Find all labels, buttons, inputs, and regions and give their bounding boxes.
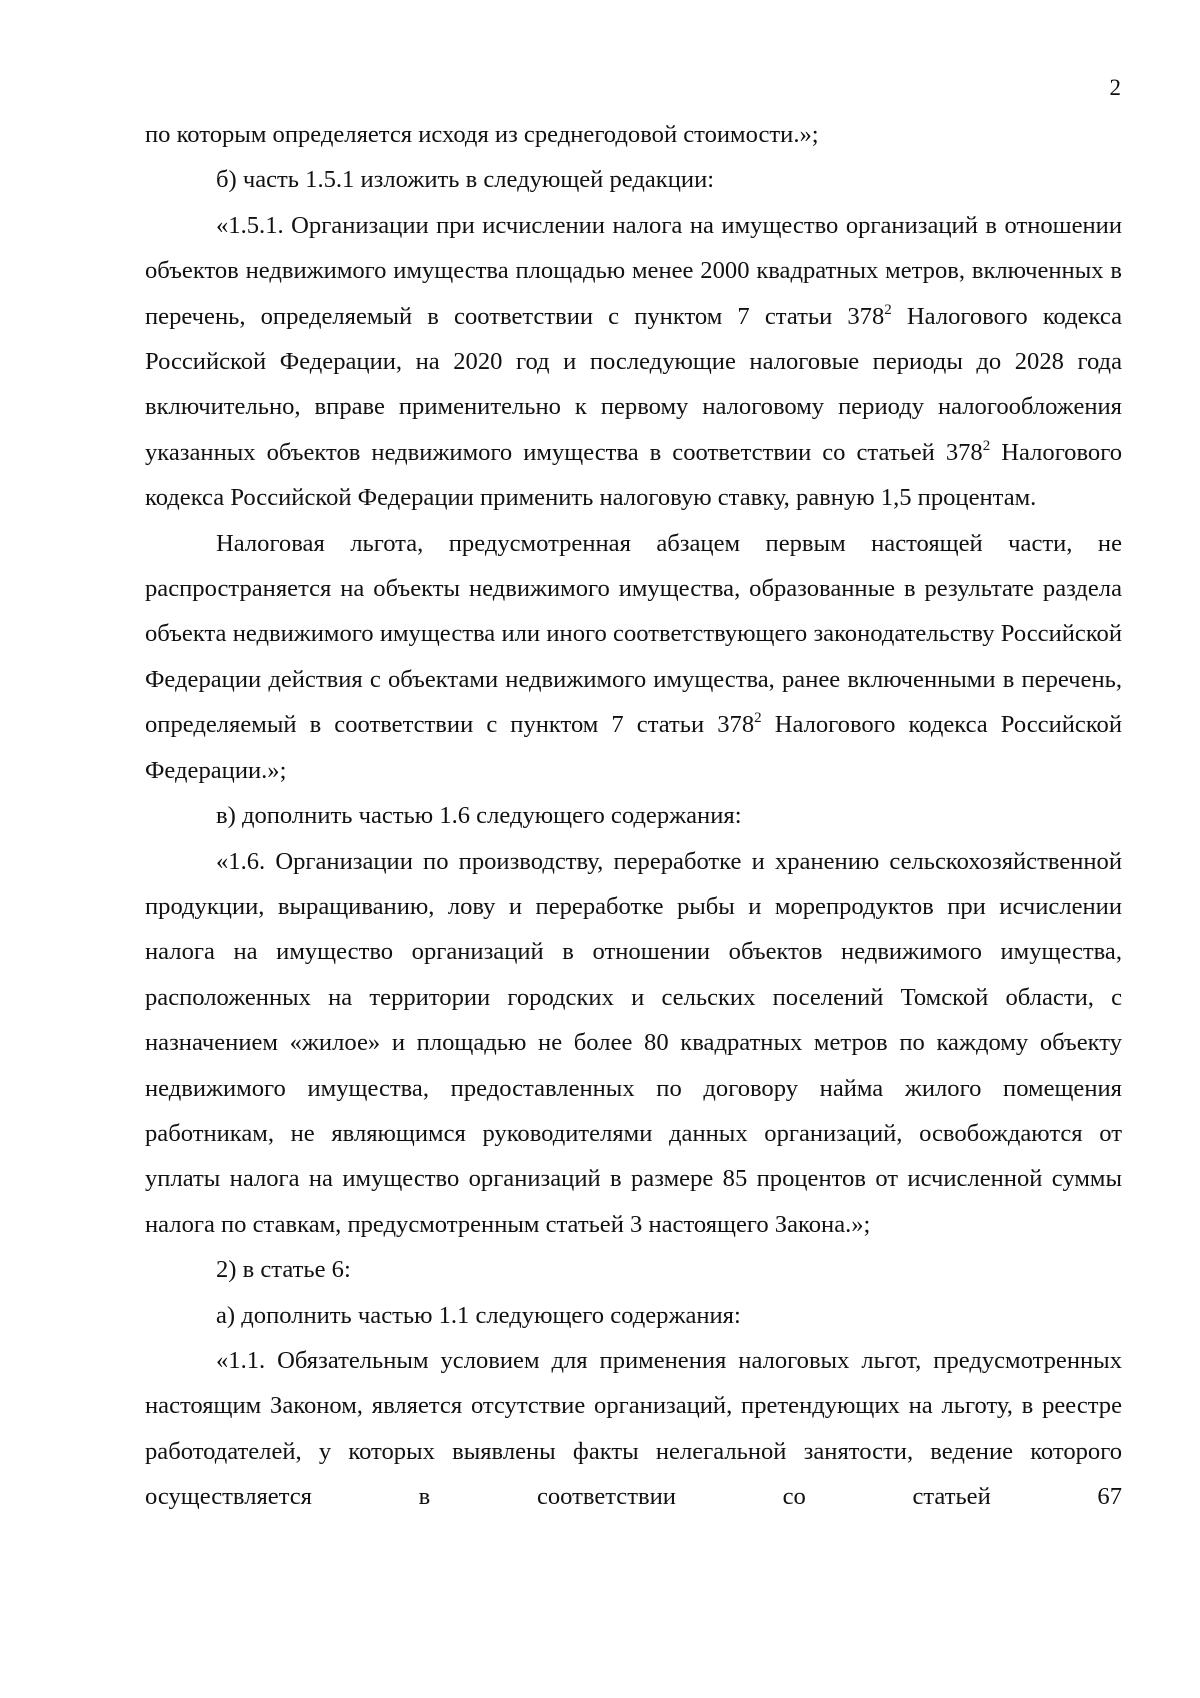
- paragraph-continuation: по которым определяется исходя из среднегодовой стоимости.»;: [145, 121, 819, 148]
- superscript: 2: [884, 301, 892, 318]
- paragraph-1-1: «1.1. Обязательным условием для применения налоговых льгот, предусмотренных настоящим Законом, является отсутствие организаций, претендующих на льготу, в реестре работодателей, у которых выявлены факты нелегальной занятости, ведение которого осуществляется в соответствии со статьей 67: [145, 1346, 1122, 1511]
- paragraph-item-b: б) часть 1.5.1 изложить в следующей редакции:: [216, 166, 715, 194]
- paragraph-item-v: в) дополнить частью 1.6 следующего содержания:: [216, 802, 742, 830]
- paragraph-text: Налогового кодекса Российской Федерации, на 2020 год и последующие налоговые периоды до 2028 года включительно, вправе применительно к первому налоговому периоду налогообложения указанных объектов недвижимого имущества в соответствии со статьей 378: [145, 302, 1123, 466]
- page-number: 2: [1109, 75, 1121, 100]
- paragraph-text: Налогового кодекса Российской Федерации применить налоговую ставку, равную 1,5 процентам.: [145, 438, 1122, 512]
- paragraph-text: Налоговая льгота, предусмотренная абзацем первым настоящей части, не распространяется на объекты недвижимого имущества, образованные в результате раздела объекта недвижимого имущества или иного соответствующего законодательству Российской Федерации действия с объектами недвижимого имущества, ранее включенными в перечень, определяемый в соответствии с пунктом 7 статьи 378: [145, 529, 1122, 739]
- paragraph-tax-benefit: [145, 521, 1122, 793]
- superscript: 2: [754, 710, 762, 727]
- paragraph-item-a: а) дополнить частью 1.1 следующего содержания:: [216, 1301, 741, 1329]
- paragraph-1-6: «1.6. Организации по производству, переработке и хранению сельскохозяйственной продукции, выращиванию, лову и переработке рыбы и морепродуктов при исчислении налога на имущество организаций в отношении объектов недвижимого имущества, расположенных на территории городских и сельских поселений Томской области, с назначением «жилое» и площадью не более 80 квадратных метров по каждому объекту недвижимого имущества, предоставленных по договору найма жилого помещения работникам, не являющимся руководителями данных организаций, освобождаются от уплаты налога на имущество организаций в размере 85 процентов от исчисленной суммы налога по ставкам, предусмотренным статьей 3 настоящего Закона.»;: [145, 847, 1122, 1238]
- paragraph-item-2: 2) в статье 6:: [216, 1256, 351, 1284]
- paragraph-1-5-1: [145, 203, 1122, 521]
- document-body: [145, 112, 1122, 1520]
- paragraph-text: «1.5.1. Организации при исчислении налога на имущество организаций в отношении объектов недвижимого имущества площадью менее 2000 квадратных метров, включенных в перечень, определяемый в соответствии с пунктом 7 статьи 378: [145, 211, 1122, 330]
- paragraph-text: Налогового кодекса Российской Федерации.»;: [145, 711, 1122, 784]
- superscript: 2: [982, 437, 991, 454]
